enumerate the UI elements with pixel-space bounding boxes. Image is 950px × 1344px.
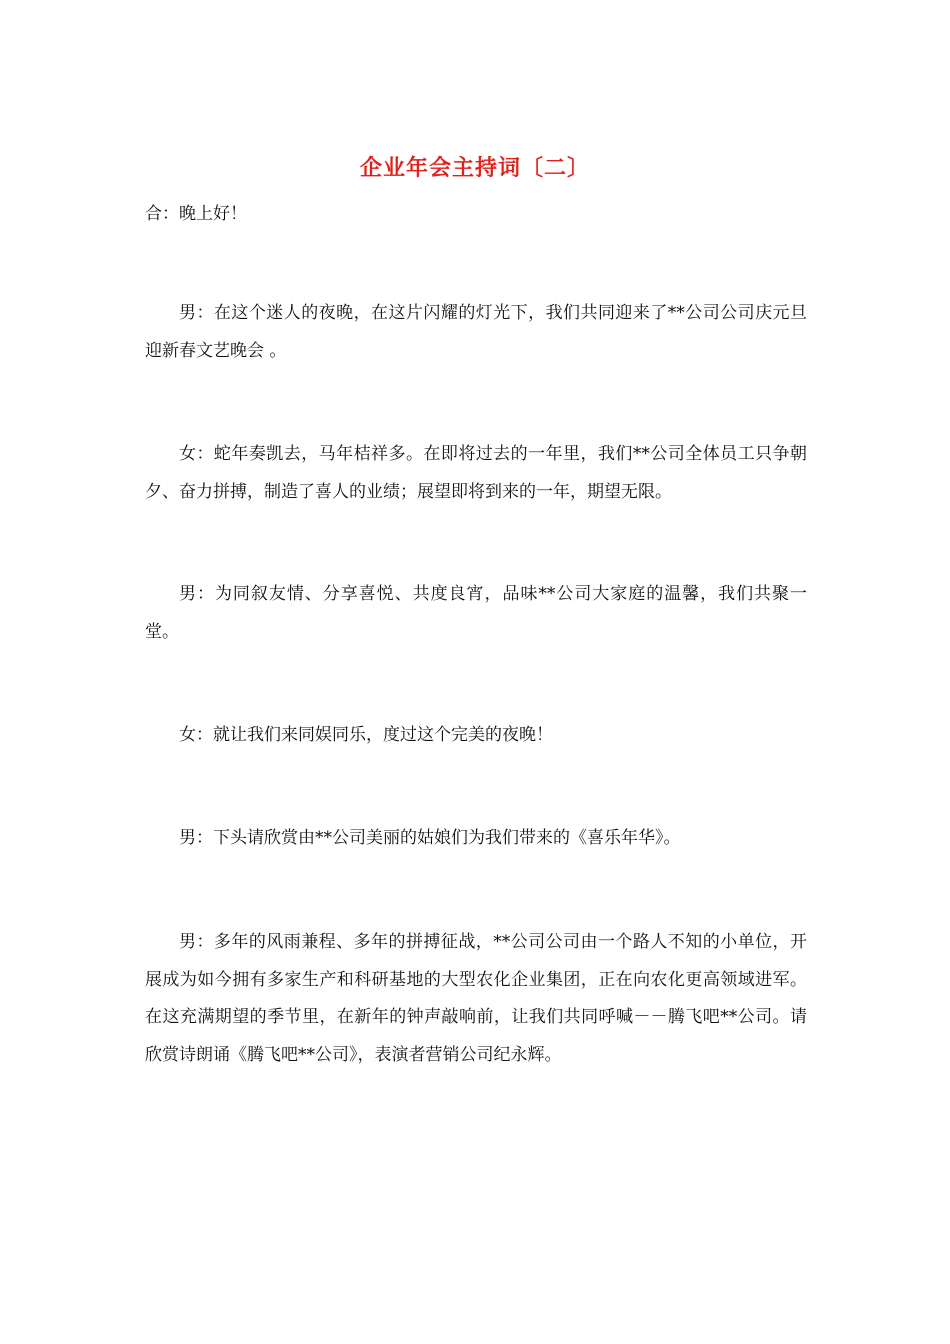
paragraph-6: 男：多年的风雨兼程、多年的拼搏征战，**公司公司由一个路人不知的小单位，开展成为如今拥有多家生产和科研基地的大型农化企业集团，正在向农化更高领域进军。在这充满期望的季节里，在新年的钟声敲响前，让我们共同呼喊－－腾飞吧**公司。请欣赏诗朗诵《腾飞吧**公司》，表演者营销公司纪永辉。 <box>145 932 807 1065</box>
paragraph-5: 男：下头请欣赏由**公司美丽的姑娘们为我们带来的《喜乐年华》。 <box>179 828 681 848</box>
greeting-line: 合：晚上好！ <box>145 204 247 224</box>
document-title: 企业年会主持词〔二〕 <box>359 155 590 181</box>
paragraph-2: 女：蛇年奏凯去，马年桔祥多。在即将过去的一年里，我们**公司全体员工只争朝夕、奋力拼搏，制造了喜人的业绩；展望即将到来的一年，期望无限。 <box>145 444 807 502</box>
paragraph-1: 男：在这个迷人的夜晚，在这片闪耀的灯光下，我们共同迎来了**公司公司庆元旦迎新春文艺晚会 。 <box>145 303 807 361</box>
paragraph-4: 女：就让我们来同娱同乐，度过这个完美的夜晚！ <box>179 725 553 745</box>
paragraph-3: 男：为同叙友情、分享喜悦、共度良宵，品味**公司大家庭的温馨，我们共聚一堂。 <box>145 584 807 642</box>
